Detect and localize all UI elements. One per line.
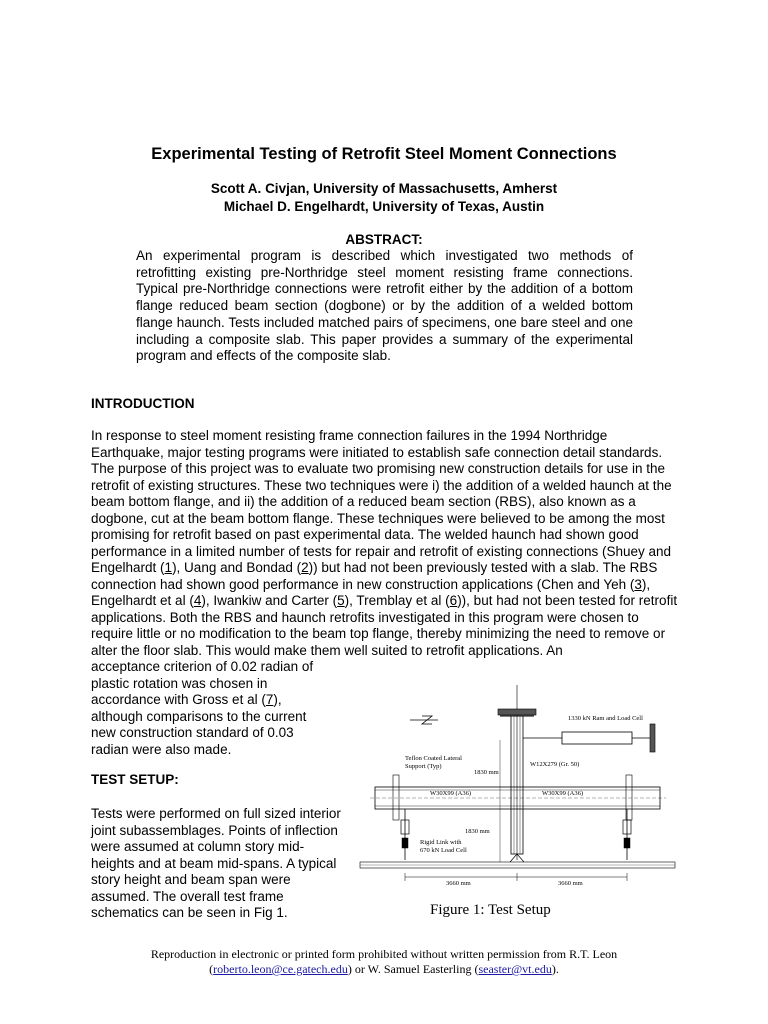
beam-label-left: W30X99 (A36)	[430, 790, 471, 797]
abstract-heading: ABSTRACT:	[345, 232, 423, 247]
height-label-bottom: 1830 mm	[465, 828, 490, 835]
reference-link-7[interactable]: 7	[265, 692, 274, 707]
lateral-support-left	[393, 775, 399, 820]
acceptance-criterion-paragraph: acceptance criterion of 0.02 radian of plastic rotation was chosen in accordance with Gross et al (7), although comparisons to the current new construction standard of 0.03 radian were also made.	[91, 659, 314, 757]
email-link-easterling[interactable]: seaster@vt.edu	[478, 962, 552, 976]
height-label-top: 1830 mm	[474, 769, 499, 776]
reference-link-5[interactable]: 5	[337, 593, 345, 608]
author-list	[0, 180, 768, 216]
footer-line-2: (roberto.leon@ce.gatech.edu) or W. Samuel Easterling (seaster@vt.edu).	[209, 962, 559, 976]
abstract-text: An experimental program is described which investigated two methods of retrofitting existing pre-Northridge steel moment resisting frame connections. Typical pre-Northridge connections were retrofit either by the addition of a bottom flange reduced beam section (dogbone) or by the addition of a welded bottom flange haunch. Tests included matched pairs of specimens, one bare steel and one including a composite slab. This paper provides a summary of the experimental program and effects of the composite slab.	[136, 248, 633, 364]
email-link-leon[interactable]: roberto.leon@ce.gatech.edu	[213, 962, 348, 976]
support-label-line1: Teflon Coated Lateral	[405, 755, 462, 762]
copyright-footer	[0, 947, 768, 977]
reference-link-4[interactable]: 4	[193, 593, 202, 608]
ram-reaction	[650, 724, 655, 752]
introduction-heading: INTRODUCTION	[91, 396, 195, 411]
beam-label-right: W30X99 (A36)	[542, 790, 583, 797]
test-setup-figure	[350, 680, 680, 928]
author-2: Michael D. Engelhardt, University of Texas, Austin	[223, 199, 545, 214]
ram-label: 1330 kN Ram and Load Cell	[568, 715, 643, 722]
reference-link-3[interactable]: 3	[634, 576, 642, 592]
link-label-line2: 670 kN Load Cell	[420, 847, 467, 854]
span-label-right: 3660 mm	[558, 880, 583, 887]
test-setup-paragraph: Tests were performed on full sized interior joint subassemblages. Points of inflection were assumed at column story mid-heights and at beam mid-spans. A typical story height and beam span were assumed. The overall test frame schematics can be seen in Fig 1.	[91, 806, 341, 920]
support-label-line2: Support (Typ)	[405, 763, 442, 770]
link-label-line1: Rigid Link with	[420, 839, 462, 846]
span-label-left: 3660 mm	[446, 880, 471, 887]
reference-link-6[interactable]: 6	[449, 593, 458, 608]
reference-link-1[interactable]: 1	[164, 560, 173, 575]
reference-link-2[interactable]: 2	[301, 560, 309, 575]
footer-line-1: Reproduction in electronic or printed form prohibited without written permission from R.T. Leon	[150, 947, 618, 961]
ram-cylinder	[562, 732, 632, 744]
figure-caption: Figure 1: Test Setup	[430, 902, 551, 918]
author-1: Scott A. Civjan, University of Massachusetts, Amherst	[210, 181, 558, 196]
paper-title: Experimental Testing of Retrofit Steel Moment Connections	[151, 145, 617, 163]
column-label: W12X279 (Gr. 50)	[530, 761, 580, 768]
test-setup-heading: TEST SETUP:	[91, 772, 179, 787]
introduction-paragraph: In response to steel moment resisting frame connection failures in the 1994 Northridge Earthquake, major testing programs were initiated to establish safe connection detail standards. The purpose of this project was to evaluate two promising new construction details for use in the retrofit of existing structures. These two techniques were i) the addition of a welded haunch at the beam bottom flange, and ii) the addition of a reduced beam section (RBS), also known as a dogbone, cut at the beam bottom flange. These techniques were believed to be among the most promising for retrofit based on past experimental data. The welded haunch had shown good performance in a limited number of tests for repair and retrofit of existing connections (Shuey and Engelhardt (1), Uang and Bondad (2)) but had not been previously tested with a slab. The RBS connection had shown good performance in new construction applications (Chen and Yeh (3), Engelhardt et al (4), Iwankiw and Carter (5), Tremblay et al (6)), but had not been tested for retrofit applications. Both the RBS and haunch retrofits investigated in this program were chosen to require little or no modification to the beam top flange, thereby minimizing the need to remove or alter the floor slab. This would make them well suited to retrofit applications. An	[91, 428, 678, 658]
top-reaction-plate	[498, 709, 536, 715]
